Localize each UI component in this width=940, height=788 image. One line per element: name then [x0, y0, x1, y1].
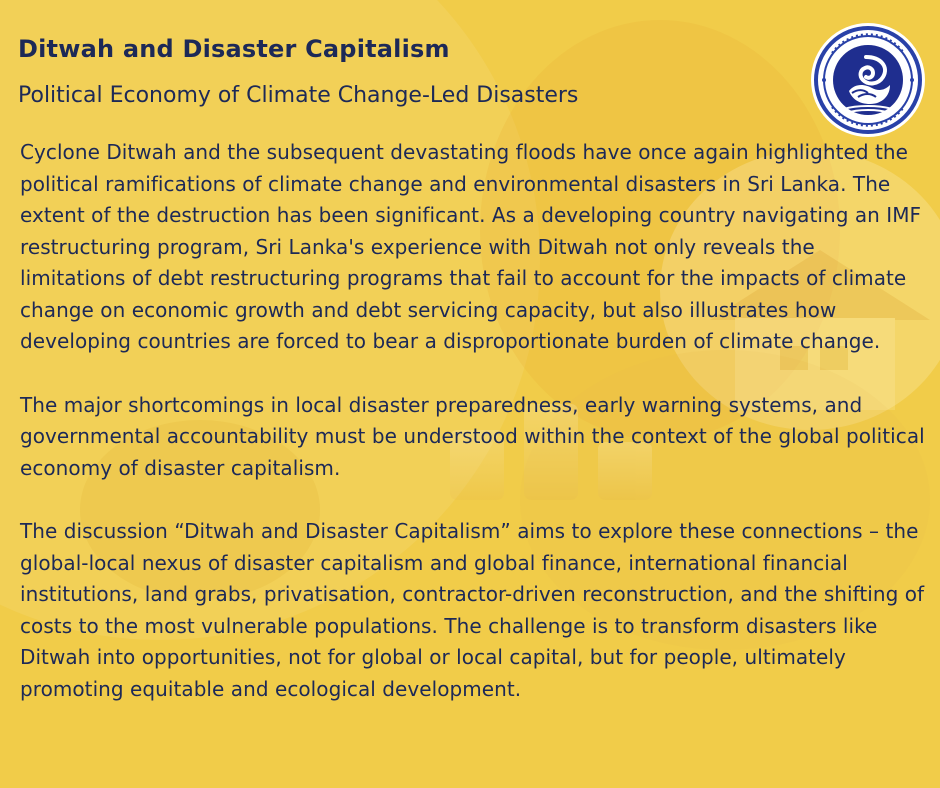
logo	[810, 22, 926, 138]
swan-emblem-icon	[810, 22, 926, 138]
seal-dot-icon	[822, 78, 826, 82]
page-title: Ditwah and Disaster Capitalism	[18, 35, 450, 63]
body-paragraph: Cyclone Ditwah and the subsequent devastating floods have once again highlighted the political ramifications of climate change and environmental disasters in Sri Lanka. The extent of the destruction has been significant. As a developing country navigating an IMF restructuring program, Sri Lanka's experience with Ditwah not only reveals the limitations of debt restructuring programs that fail to account for the impacts of climate change on economic growth and debt servicing capacity, but also illustrates how developing countries are forced to bear a disproportionate burden of climate change.	[20, 140, 922, 353]
seal-dot-icon	[910, 78, 914, 82]
body-paragraph: The discussion “Ditwah and Disaster Capitalism” aims to explore these connections – the global-local nexus of disaster capitalism and global finance, international financial institutions, land grabs, privatisation, contractor-driven reconstruction, and the shifting of costs to the most vulnerable populations. The challenge is to transform disasters like Ditwah into opportunities, not for global or local capital, but for people, ultimately promoting equitable and ecological development.	[20, 519, 925, 701]
body-text	[20, 137, 925, 737]
body-paragraph: The major shortcomings in local disaster preparedness, early warning systems, and governmental accountability must be understood within the context of the global political economy of disaster capitalism.	[20, 392, 925, 480]
page-subtitle: Political Economy of Climate Change-Led Disasters	[18, 83, 579, 108]
